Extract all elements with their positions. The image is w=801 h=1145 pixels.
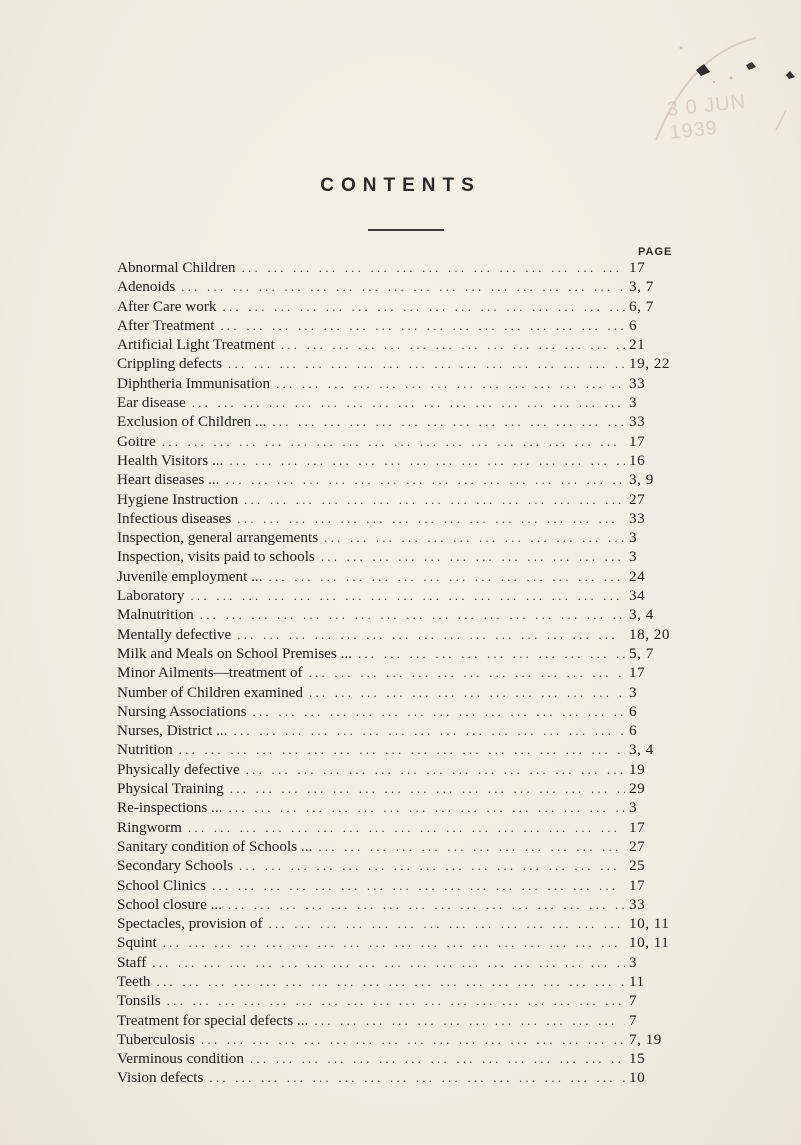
dot-leader	[220, 316, 625, 335]
entry-title: Ringworm	[117, 818, 182, 836]
entry-title: School Clinics	[117, 876, 207, 894]
contents-entry	[117, 316, 687, 335]
dot-leader	[239, 856, 625, 875]
entry-page-number: 6	[629, 702, 638, 720]
entry-page-number: 16	[629, 451, 646, 469]
entry-page-number: 10, 11	[629, 915, 670, 933]
contents-entry	[117, 644, 687, 663]
entry-page-number: 7	[629, 1011, 638, 1029]
contents-entry	[117, 374, 687, 393]
contents-entry	[117, 818, 687, 837]
entry-page-number: 3, 7	[629, 278, 654, 296]
entry-title: Treatment for special defects ...	[117, 1011, 309, 1029]
entry-page-number: 24	[629, 567, 646, 585]
dot-leader	[250, 1049, 625, 1068]
dot-leader	[230, 779, 625, 798]
entry-page-number: 17	[629, 664, 646, 682]
dot-leader	[200, 605, 625, 624]
entry-page-number: 17	[629, 818, 646, 836]
entry-title: Spectacles, provision of	[117, 915, 263, 933]
entry-title: Nursing Associations	[117, 702, 247, 720]
entry-title: Milk and Meals on School Premises ...	[117, 644, 352, 662]
dot-leader	[212, 876, 625, 895]
dot-leader	[157, 972, 625, 991]
entry-page-number: 3, 4	[629, 741, 654, 759]
entry-page-number: 3	[629, 799, 638, 817]
contents-entry	[117, 335, 687, 354]
dot-leader	[234, 721, 625, 740]
dot-leader	[163, 933, 625, 952]
contents-entry	[117, 412, 687, 431]
dot-leader	[253, 702, 625, 721]
entry-title: Physical Training	[117, 780, 224, 798]
contents-entry	[117, 393, 687, 412]
entry-page-number: 29	[629, 780, 646, 798]
contents-entry	[117, 721, 687, 740]
entry-title: Diphtheria Immunisation	[117, 374, 271, 392]
entry-title: Verminous condition	[117, 1050, 244, 1068]
dot-leader	[276, 374, 625, 393]
entry-page-number: 21	[629, 336, 646, 354]
dot-leader	[181, 277, 625, 296]
dot-leader	[162, 432, 625, 451]
entry-title: School closure ...	[117, 895, 223, 913]
entry-title: Nurses, District ...	[117, 722, 228, 740]
entry-page-number: 18, 20	[629, 625, 670, 643]
entry-title: Artificial Light Treatment	[117, 336, 275, 354]
entry-title: Infectious diseases	[117, 509, 232, 527]
contents-entry	[117, 683, 687, 702]
entry-title: Goitre	[117, 432, 156, 450]
contents-entry	[117, 586, 687, 605]
contents-entry	[117, 528, 687, 547]
entry-page-number: 27	[629, 837, 646, 855]
entry-page-number: 33	[629, 374, 646, 392]
contents-entry	[117, 605, 687, 624]
contents-entry	[117, 1030, 687, 1049]
dot-leader	[314, 1011, 625, 1030]
entry-title: After Treatment	[117, 316, 215, 334]
dot-leader	[179, 740, 625, 759]
entry-title: Sanitary condition of Schools ...	[117, 837, 313, 855]
dot-leader	[237, 509, 625, 528]
dot-leader	[228, 895, 625, 914]
entry-title: Nutrition	[117, 741, 173, 759]
entry-page-number: 11	[629, 972, 645, 990]
dot-leader	[318, 837, 625, 856]
entry-page-number: 6, 7	[629, 297, 654, 315]
contents-entry	[117, 779, 687, 798]
title-divider	[368, 229, 444, 231]
contents-entry	[117, 991, 687, 1010]
entry-page-number: 6	[629, 316, 638, 334]
contents-entry	[117, 702, 687, 721]
entry-page-number: 3	[629, 953, 638, 971]
contents-list	[117, 258, 687, 1088]
dot-leader	[242, 258, 625, 277]
dot-leader	[223, 297, 625, 316]
dot-leader	[237, 625, 625, 644]
entry-title: Re-inspections ...	[117, 799, 223, 817]
contents-entry	[117, 837, 687, 856]
contents-entry	[117, 663, 687, 682]
entry-title: Mentally defective	[117, 625, 232, 643]
entry-page-number: 17	[629, 259, 646, 276]
dot-leader	[229, 451, 625, 470]
entry-page-number: 25	[629, 857, 646, 875]
entry-title: Abnormal Children	[117, 259, 236, 276]
dot-leader	[244, 490, 625, 509]
dot-leader	[358, 644, 625, 663]
entry-title: Laboratory	[117, 587, 185, 605]
dot-leader	[309, 683, 625, 702]
entry-page-number: 34	[629, 587, 646, 605]
dot-leader	[209, 1068, 625, 1087]
contents-entry	[117, 258, 687, 277]
contents-entry	[117, 509, 687, 528]
entry-page-number: 7, 19	[629, 1030, 662, 1048]
entry-page-number: 3	[629, 548, 638, 566]
contents-entry	[117, 277, 687, 296]
dot-leader	[281, 335, 625, 354]
dot-leader	[269, 567, 625, 586]
entry-title: Secondary Schools	[117, 857, 233, 875]
entry-page-number: 3, 9	[629, 471, 654, 489]
entry-title: Inspection, general arrangements	[117, 529, 319, 547]
contents-entry	[117, 547, 687, 566]
entry-title: Teeth	[117, 972, 151, 990]
entry-title: Exclusion of Children ...	[117, 413, 267, 431]
page-column-header: PAGE	[638, 246, 673, 258]
entry-title: After Care work	[117, 297, 217, 315]
contents-entry	[117, 933, 687, 952]
dot-leader	[225, 470, 625, 489]
entry-page-number: 33	[629, 509, 646, 527]
entry-title: Adenoids	[117, 278, 176, 296]
entry-title: Hygiene Instruction	[117, 490, 239, 508]
dot-leader	[324, 528, 625, 547]
entry-title: Vision defects	[117, 1069, 204, 1087]
entry-page-number: 19	[629, 760, 646, 778]
entry-title: Number of Children examined	[117, 683, 303, 701]
contents-entry	[117, 798, 687, 817]
entry-page-number: 33	[629, 413, 646, 431]
entry-title: Ear disease	[117, 394, 186, 412]
page-title: CONTENTS	[320, 175, 481, 196]
dot-leader	[272, 412, 625, 431]
contents-entry	[117, 1049, 687, 1068]
contents-entry	[117, 451, 687, 470]
contents-entry	[117, 876, 687, 895]
entry-title: Minor Ailments—treatment of	[117, 664, 303, 682]
entry-page-number: 15	[629, 1050, 646, 1068]
entry-page-number: 17	[629, 432, 646, 450]
entry-title: Juvenile employment ...	[117, 567, 263, 585]
contents-entry	[117, 297, 687, 316]
dot-leader	[269, 914, 625, 933]
entry-page-number: 5, 7	[629, 644, 654, 662]
dot-leader	[201, 1030, 625, 1049]
contents-entry	[117, 914, 687, 933]
entry-title: Squint	[117, 934, 157, 952]
contents-entry	[117, 490, 687, 509]
entry-title: Physically defective	[117, 760, 240, 778]
dot-leader	[167, 991, 625, 1010]
entry-title: Malnutrition	[117, 606, 194, 624]
dot-leader	[228, 798, 625, 817]
entry-page-number: 7	[629, 992, 638, 1010]
stamp-date: 3 0 JUN 1939	[665, 90, 748, 144]
entry-page-number: 19, 22	[629, 355, 670, 373]
entry-page-number: 3	[629, 529, 638, 547]
contents-entry	[117, 953, 687, 972]
contents-entry	[117, 760, 687, 779]
entry-title: Staff	[117, 953, 147, 971]
entry-page-number: 27	[629, 490, 646, 508]
contents-entry	[117, 567, 687, 586]
entry-page-number: 3	[629, 394, 638, 412]
contents-entry	[117, 625, 687, 644]
entry-title: Tonsils	[117, 992, 161, 1010]
dot-leader	[188, 818, 625, 837]
dot-leader	[152, 953, 625, 972]
contents-entry	[117, 895, 687, 914]
contents-entry	[117, 856, 687, 875]
entry-title: Inspection, visits paid to schools	[117, 548, 315, 566]
entry-title: Tuberculosis	[117, 1030, 195, 1048]
dot-leader	[246, 760, 625, 779]
contents-entry	[117, 1068, 687, 1087]
entry-title: Crippling defects	[117, 355, 223, 373]
contents-entry	[117, 972, 687, 991]
entry-page-number: 10, 11	[629, 934, 670, 952]
entry-page-number: 3	[629, 683, 638, 701]
entry-page-number: 3, 4	[629, 606, 654, 624]
entry-page-number: 33	[629, 895, 646, 913]
contents-entry	[117, 1011, 687, 1030]
entry-page-number: 17	[629, 876, 646, 894]
entry-page-number: 6	[629, 722, 638, 740]
dot-leader	[321, 547, 625, 566]
dot-leader	[228, 354, 625, 373]
dot-leader	[192, 393, 625, 412]
dot-leader	[190, 586, 625, 605]
entry-title: Heart diseases ...	[117, 471, 220, 489]
contents-entry	[117, 432, 687, 451]
dot-leader	[309, 663, 625, 682]
contents-entry	[117, 470, 687, 489]
entry-page-number: 10	[629, 1069, 646, 1087]
contents-entry	[117, 740, 687, 759]
entry-title: Health Visitors ...	[117, 451, 224, 469]
contents-entry	[117, 354, 687, 373]
